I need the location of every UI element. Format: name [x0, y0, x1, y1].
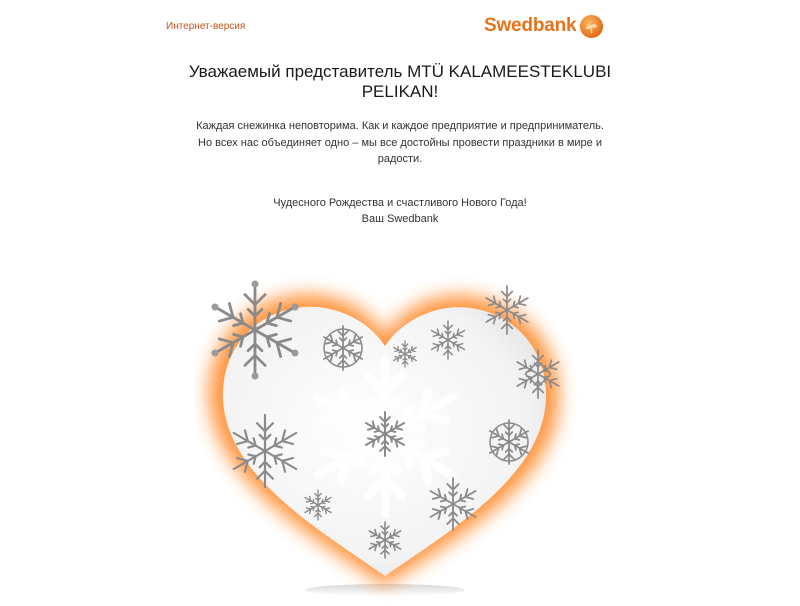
message-line-3: радости. [377, 153, 423, 165]
message-paragraph [170, 118, 630, 168]
heart-snowflakes-illustration [195, 268, 585, 603]
brand-name: Swedbank [484, 15, 577, 36]
greeting-heading [120, 62, 680, 102]
message-line-2: Но всех нас объединяет одно – мы все достойны провести праздники в мире и [198, 136, 602, 149]
signoff [200, 195, 600, 227]
oak-tree-icon [579, 14, 604, 39]
swedbank-logo[interactable] [484, 12, 604, 40]
signoff-line-2: Ваш Swedbank [361, 213, 439, 225]
web-version-link[interactable]: Интернет-версия [166, 21, 246, 32]
message-line-1: Каждая снежинка неповторима. Как и каждое предприятие и предприниматель. [196, 120, 604, 132]
greeting-line-2: PELIKAN! [361, 82, 439, 101]
signoff-line-1: Чудесного Рождества и счастливого Нового Года! [273, 197, 527, 209]
greeting-line-1: Уважаемый представитель MTÜ KALAMEESTEKLUBI [188, 62, 612, 81]
